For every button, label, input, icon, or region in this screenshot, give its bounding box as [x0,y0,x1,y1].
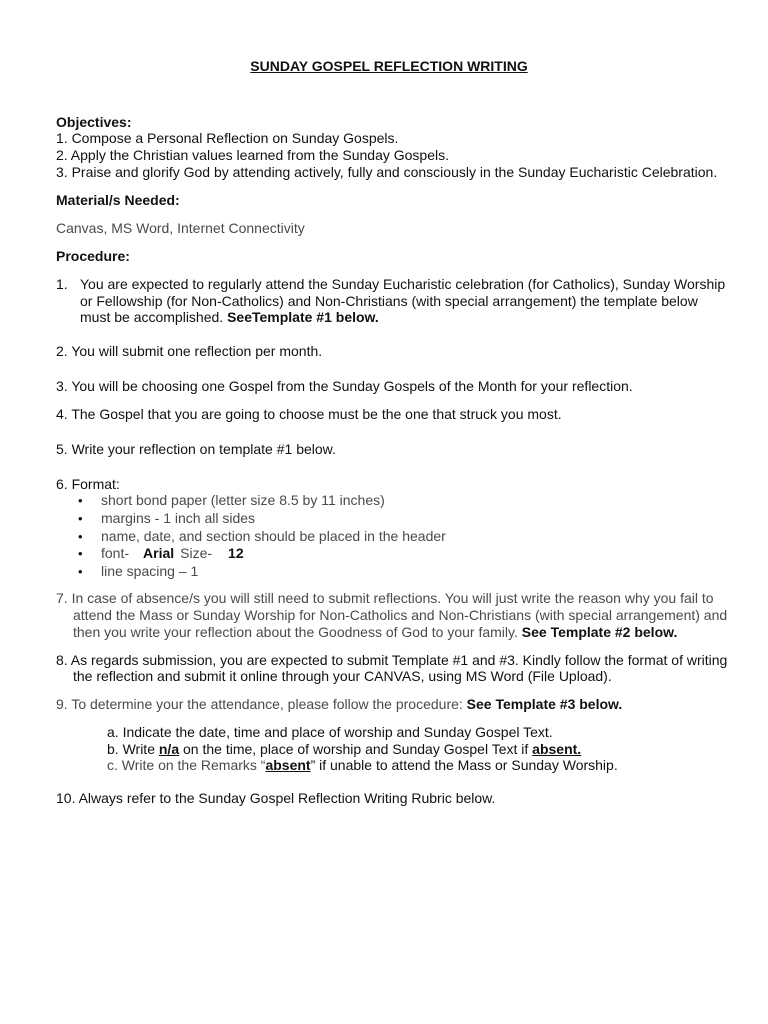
objective-item: 1. Compose a Personal Reflection on Sunday Gospels. [56,130,399,146]
step-2: 2. You will submit one reflection per month. [56,343,323,359]
step-9-sub-c [107,757,618,774]
sub-b-text: on the time, place of worship and Sunday Gospel Text if [179,741,533,757]
page-title: SUNDAY GOSPEL REFLECTION WRITING [250,58,528,74]
step-6-heading: 6. Format: [56,476,120,492]
step-7-line: 7. In case of absence/s you will still need to submit reflections. You will just write the reason why you fail to [56,590,714,606]
step-1-line [80,309,379,326]
sub-b-text: b. Write [107,741,159,757]
step-7-line: attend the Mass or Sunday Worship for Non-Catholics and Non-Christians (with special arrangement) and [73,607,728,623]
step-9-text: 9. To determine your the attendance, please follow the procedure: [56,696,467,712]
na-emphasis: n/a [158,741,180,757]
sub-c-text: c. Write on the Remarks “ [107,757,266,773]
step-8-line: 8. As regards submission, you are expected to submit Template #1 and #3. Kindly follow the format of writing [56,652,728,668]
absent-emphasis: absent [265,757,311,773]
font-value: Arial [143,545,175,561]
step-7-text: then you write your reflection about the Goodness of God to your family. [73,624,522,640]
font-label: font- [101,545,130,561]
bullet-icon: • [78,546,83,561]
step-3: 3. You will be choosing one Gospel from the Sunday Gospels of the Month for your reflection. [56,378,633,394]
step-8-line: the reflection and submit it online through your CANVAS, using MS Word (File Upload). [73,668,612,684]
bullet-icon: • [78,564,83,579]
step-7-line [73,624,677,641]
step-5: 5. Write your reflection on template #1 below. [56,441,336,457]
procedure-heading: Procedure: [56,248,130,264]
materials-text: Canvas, MS Word, Internet Connectivity [56,220,305,236]
step-1-number: 1. [56,276,68,292]
step-9-sub-a: a. Indicate the date, time and place of worship and Sunday Gospel Text. [107,724,553,740]
bullet-icon: • [78,511,83,526]
format-item: name, date, and section should be placed in the header [101,528,446,544]
bullet-icon: • [78,493,83,508]
template-2-reference: See Template #2 below. [521,624,678,640]
template-1-reference: SeeTemplate #1 below. [227,309,379,325]
objectives-heading: Objectives: [56,114,132,130]
objective-item: 2. Apply the Christian values learned from the Sunday Gospels. [56,147,449,163]
step-1-text: must be accomplished. [80,309,228,325]
step-1-line: You are expected to regularly attend the Sunday Eucharistic celebration (for Catholics), Sunday Worship [80,276,726,292]
materials-heading: Material/s Needed: [56,192,180,208]
step-9-sub-b [107,741,581,758]
absent-emphasis: absent. [532,741,582,757]
step-4: 4. The Gospel that you are going to choose must be the one that struck you most. [56,406,562,422]
bullet-icon: • [78,529,83,544]
format-item-font [101,545,244,562]
step-1-line: or Fellowship (for Non-Catholics) and Non-Christians (with special arrangement) the template below [80,293,698,309]
step-10: 10. Always refer to the Sunday Gospel Reflection Writing Rubric below. [56,790,496,806]
step-9-line [56,696,622,713]
format-item: margins - 1 inch all sides [101,510,256,526]
template-3-reference: See Template #3 below. [466,696,623,712]
sub-c-text: ” if unable to attend the Mass or Sunday Worship. [310,757,618,773]
size-label: Size- [180,545,213,561]
format-item: short bond paper (letter size 8.5 by 11 inches) [101,492,385,508]
objective-item: 3. Praise and glorify God by attending actively, fully and consciously in the Sunday Eucharistic Celebration. [56,164,718,180]
format-item: line spacing – 1 [101,563,199,579]
size-value: 12 [228,545,244,561]
